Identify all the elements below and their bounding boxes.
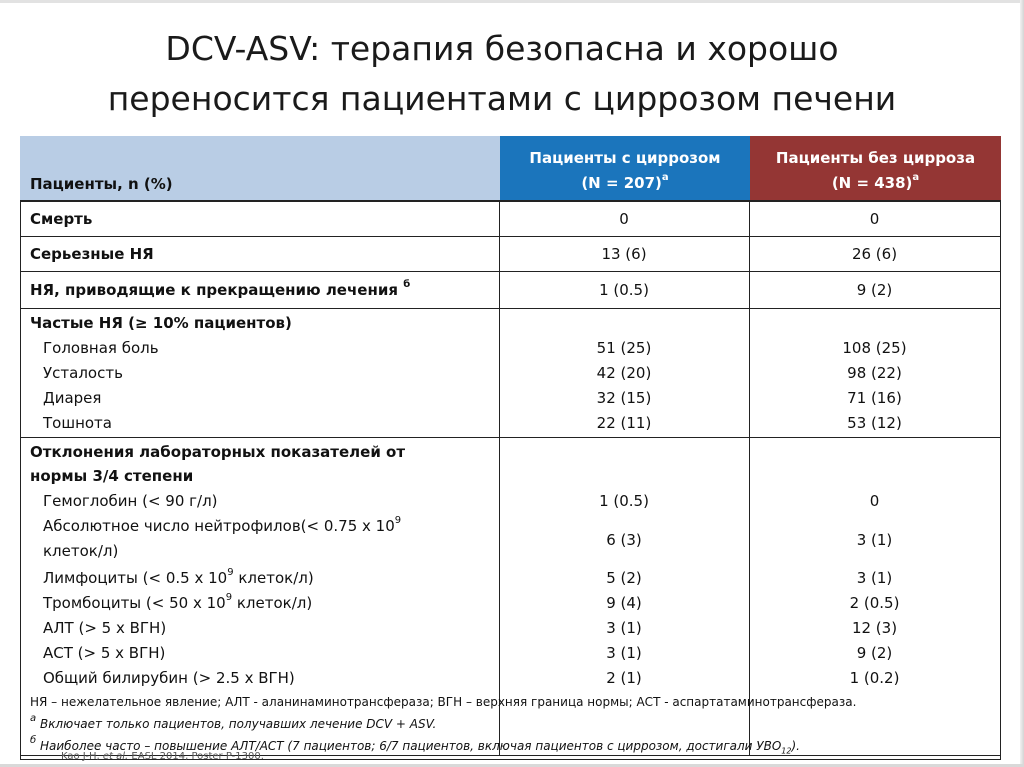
reference-citation: Kao J-H, et al. EASL 2014, Poster P-1300. [61, 751, 264, 762]
table-body [20, 200, 1001, 756]
lab-platelets-no-cirrhosis: 2 (0.5) [849, 594, 900, 612]
lab-lymphocytes-label: Лимфоциты (< 0.5 x $10^9$ клеток/л) [43, 567, 314, 587]
row-divider [21, 271, 1000, 272]
row-divider [21, 236, 1000, 237]
common-ae-diarrhea-no-cirrhosis: 71 (16) [847, 389, 902, 407]
header-row-label-cell [20, 136, 500, 200]
footnotes [20, 689, 1001, 760]
row-serious-cirrhosis: 13 (6) [601, 245, 647, 263]
common-ae-headache-no-cirrhosis: 108 (25) [842, 339, 907, 357]
row-divider [21, 308, 1000, 309]
row-serious-label: Серьезные НЯ [30, 245, 154, 263]
common-ae-headache-cirrhosis: 51 (25) [596, 339, 652, 357]
slide-title-line1: DCV-ASV: терапия безопасна и хорошо [165, 29, 839, 68]
lab-alt-cirrhosis: 3 (1) [606, 619, 642, 637]
lab-alt-no-cirrhosis: 12 (3) [851, 619, 898, 637]
header-no-cirrhosis [750, 136, 1001, 200]
lab-neutrophils-label-line2: клеток/л) [43, 542, 119, 560]
header-cirrhosis [500, 136, 750, 200]
lab-ast-cirrhosis: 3 (1) [606, 644, 642, 662]
row-divider [21, 437, 1000, 438]
lab-hemoglobin-no-cirrhosis: 0 [869, 492, 880, 510]
lab-lymphocytes-no-cirrhosis: 3 (1) [856, 569, 893, 587]
header-no-cirrhosis-n: (N = 438)$^a$ [831, 172, 920, 192]
row-death-label: Смерть [30, 210, 93, 228]
lab-neutrophils-cirrhosis: 6 (3) [606, 531, 642, 549]
row-death-cirrhosis: 0 [619, 210, 629, 228]
lab-neutrophils-no-cirrhosis: 3 (1) [856, 531, 893, 549]
common-ae-fatigue-label: Усталость [43, 364, 123, 382]
lab-ast-no-cirrhosis: 9 (2) [856, 644, 893, 662]
row-discontinuation-cirrhosis: 1 (0.5) [599, 281, 649, 299]
common-ae-diarrhea-cirrhosis: 32 (15) [596, 389, 652, 407]
lab-hemoglobin-cirrhosis: 1 (0.5) [599, 492, 649, 510]
header-cirrhosis-title: Пациенты с циррозом [529, 149, 721, 167]
footnote-a: $^a$ Включает только пациентов, получавших лечение DCV + ASV. [30, 713, 437, 731]
slide-edge [0, 0, 1024, 3]
common-ae-headache-label: Головная боль [43, 339, 159, 357]
common-ae-nausea-no-cirrhosis: 53 (12) [847, 414, 902, 432]
lab-lymphocytes-cirrhosis: 5 (2) [606, 569, 642, 587]
slide-title-line2: переносится пациентами с циррозом печени [107, 79, 897, 118]
common-ae-fatigue-no-cirrhosis: 98 (22) [847, 364, 902, 382]
header-no-cirrhosis-title: Пациенты без цирроза [775, 149, 976, 167]
lab-platelets-cirrhosis: 9 (4) [606, 594, 642, 612]
common-ae-nausea-label: Тошнота [43, 414, 112, 432]
lab-title-line1: Отклонения лабораторных показателей от [30, 443, 406, 461]
common-ae-fatigue-cirrhosis: 42 (20) [596, 364, 652, 382]
lab-platelets-label: Тромбоциты (< 50 x $10^9$ клеток/л) [43, 592, 313, 612]
row-discontinuation-no-cirrhosis: 9 (2) [856, 281, 893, 299]
footnote-abbreviations: НЯ – нежелательное явление; АЛТ - аланинаминотрансфераза; ВГН – верхняя граница нормы; АСТ - аспартатаминотрансфераза. [30, 695, 857, 709]
header-cirrhosis-n: (N = 207)$^a$ [581, 172, 669, 192]
header-row-label: Пациенты, n (%) [30, 175, 173, 193]
slide-title [0, 24, 1004, 124]
footnote-b: $^б$ Наиболее часто – повышение АЛТ/АСТ (7 пациентов; 6/7 пациентов, включая пациентов с циррозом, достигали $УВО_{12}$). [30, 735, 800, 756]
common-ae-title: Частые НЯ (≥ 10% пациентов) [30, 314, 292, 332]
row-serious-no-cirrhosis: 26 (6) [851, 245, 898, 263]
lab-bilirubin-no-cirrhosis: 1 (0.2) [849, 669, 900, 687]
lab-title-line2: нормы 3/4 степени [30, 467, 194, 485]
lab-ast-label: АСТ (> 5 x ВГН) [43, 644, 166, 662]
row-death-no-cirrhosis: 0 [869, 210, 880, 228]
lab-alt-label: АЛТ (> 5 x ВГН) [43, 619, 167, 637]
common-ae-diarrhea-label: Диарея [43, 389, 102, 407]
lab-neutrophils-label-line1: Абсолютное число нейтрофилов(< 0.75 x $10^9$ [43, 515, 402, 535]
slide-edge [1020, 0, 1024, 767]
lab-bilirubin-cirrhosis: 2 (1) [606, 669, 642, 687]
lab-bilirubin-label: Общий билирубин (> 2.5 x ВГН) [43, 669, 295, 687]
row-discontinuation-label: НЯ, приводящие к прекращению лечения $^б$ [30, 279, 411, 299]
common-ae-nausea-cirrhosis: 22 (11) [596, 414, 652, 432]
lab-hemoglobin-label: Гемоглобин (< 90 г/л) [43, 492, 218, 510]
